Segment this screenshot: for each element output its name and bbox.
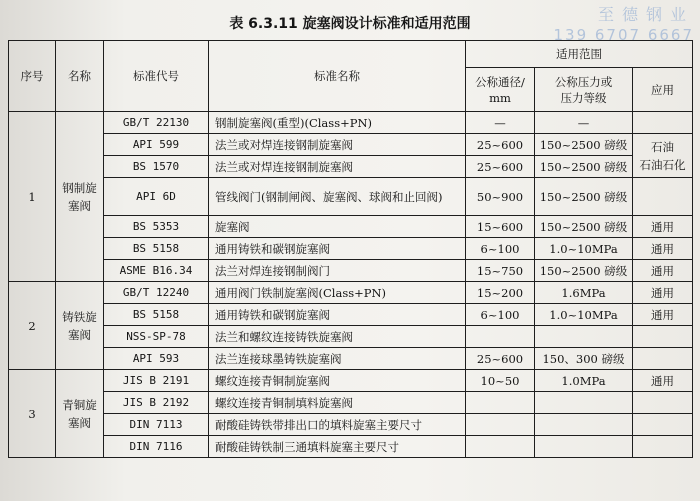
header-name: 名称 bbox=[56, 41, 104, 112]
header-standard-name: 标准名称 bbox=[209, 41, 466, 112]
standard-code: BS 1570 bbox=[104, 156, 209, 178]
pressure-rating: — bbox=[535, 112, 633, 134]
application bbox=[633, 392, 693, 414]
table-row bbox=[9, 304, 693, 326]
nominal-diameter bbox=[466, 392, 535, 414]
application bbox=[633, 112, 693, 134]
standard-code: API 599 bbox=[104, 134, 209, 156]
application: 通用 bbox=[633, 282, 693, 304]
standard-code: ASME B16.34 bbox=[104, 260, 209, 282]
standard-code: GB/T 22130 bbox=[104, 112, 209, 134]
group-seq: 3 bbox=[9, 370, 56, 458]
table-row bbox=[9, 326, 693, 348]
standard-code: NSS-SP-78 bbox=[104, 326, 209, 348]
nominal-diameter: 6~100 bbox=[466, 238, 535, 260]
standard-name: 法兰或对焊连接钢制旋塞阀 bbox=[209, 134, 466, 156]
standard-name: 耐酸硅铸铁带排出口的填料旋塞主要尺寸 bbox=[209, 414, 466, 436]
pressure-rating: 150~2500 磅级 bbox=[535, 216, 633, 238]
table-row bbox=[9, 392, 693, 414]
standard-code: JIS B 2191 bbox=[104, 370, 209, 392]
nominal-diameter: 6~100 bbox=[466, 304, 535, 326]
table-row bbox=[9, 260, 693, 282]
nominal-diameter: 25~600 bbox=[466, 134, 535, 156]
standard-code: BS 5353 bbox=[104, 216, 209, 238]
nominal-diameter: 25~600 bbox=[466, 348, 535, 370]
table-row bbox=[9, 282, 693, 304]
table-row bbox=[9, 348, 693, 370]
standard-code: BS 5158 bbox=[104, 304, 209, 326]
pressure-rating: 150~2500 磅级 bbox=[535, 178, 633, 216]
pressure-rating bbox=[535, 414, 633, 436]
table-row bbox=[9, 436, 693, 458]
table-row bbox=[9, 178, 693, 216]
header-application: 应用 bbox=[633, 68, 693, 112]
application: 通用 bbox=[633, 216, 693, 238]
standard-code: DIN 7116 bbox=[104, 436, 209, 458]
standard-name: 通用阀门铁制旋塞阀(Class+PN) bbox=[209, 282, 466, 304]
application bbox=[633, 178, 693, 216]
application bbox=[633, 414, 693, 436]
group-name: 钢制旋 塞阀 bbox=[56, 112, 104, 282]
pressure-rating: 1.0~10MPa bbox=[535, 238, 633, 260]
nominal-diameter: 10~50 bbox=[466, 370, 535, 392]
standard-name: 螺纹连接青铜制旋塞阀 bbox=[209, 370, 466, 392]
nominal-diameter bbox=[466, 436, 535, 458]
application: 通用 bbox=[633, 370, 693, 392]
standard-code: GB/T 12240 bbox=[104, 282, 209, 304]
standard-name: 耐酸硅铸铁制三通填料旋塞主要尺寸 bbox=[209, 436, 466, 458]
standard-name: 钢制旋塞阀(重型)(Class+PN) bbox=[209, 112, 466, 134]
table-row bbox=[9, 238, 693, 260]
table-title: 表 6.3.11 旋塞阀设计标准和适用范围 bbox=[229, 16, 471, 32]
header-scope: 适用范围 bbox=[466, 41, 693, 68]
standard-name: 管线阀门(钢制闸阀、旋塞阀、球阀和止回阀) bbox=[209, 178, 466, 216]
nominal-diameter bbox=[466, 414, 535, 436]
application bbox=[633, 326, 693, 348]
group-seq: 2 bbox=[9, 282, 56, 370]
pressure-rating: 150、300 磅级 bbox=[535, 348, 633, 370]
standard-name: 法兰对焊连接钢制阀门 bbox=[209, 260, 466, 282]
standard-name: 法兰和螺纹连接铸铁旋塞阀 bbox=[209, 326, 466, 348]
pressure-rating bbox=[535, 392, 633, 414]
table-row bbox=[9, 370, 693, 392]
nominal-diameter: 15~750 bbox=[466, 260, 535, 282]
nominal-diameter: 15~200 bbox=[466, 282, 535, 304]
standards-table bbox=[8, 40, 693, 458]
standard-code: DIN 7113 bbox=[104, 414, 209, 436]
nominal-diameter: 25~600 bbox=[466, 156, 535, 178]
table-row bbox=[9, 134, 693, 156]
application: 石油 石油石化 bbox=[633, 134, 693, 178]
application bbox=[633, 348, 693, 370]
header-nominal-diameter: 公称通径/ mm bbox=[466, 68, 535, 112]
standard-name: 法兰或对焊连接钢制旋塞阀 bbox=[209, 156, 466, 178]
standard-name: 法兰连接球墨铸铁旋塞阀 bbox=[209, 348, 466, 370]
application: 通用 bbox=[633, 238, 693, 260]
nominal-diameter: 50~900 bbox=[466, 178, 535, 216]
application bbox=[633, 436, 693, 458]
standard-name: 旋塞阀 bbox=[209, 216, 466, 238]
group-name: 青铜旋 塞阀 bbox=[56, 370, 104, 458]
standard-name: 螺纹连接青铜制填料旋塞阀 bbox=[209, 392, 466, 414]
nominal-diameter: 15~600 bbox=[466, 216, 535, 238]
nominal-diameter: — bbox=[466, 112, 535, 134]
header-code: 标准代号 bbox=[104, 41, 209, 112]
header-pressure: 公称压力或 压力等级 bbox=[535, 68, 633, 112]
nominal-diameter bbox=[466, 326, 535, 348]
watermark-company: 至德钢业 bbox=[597, 5, 694, 24]
application: 通用 bbox=[633, 260, 693, 282]
application: 通用 bbox=[633, 304, 693, 326]
standard-name: 通用铸铁和碳钢旋塞阀 bbox=[209, 238, 466, 260]
pressure-rating: 150~2500 磅级 bbox=[535, 156, 633, 178]
standard-code: JIS B 2192 bbox=[104, 392, 209, 414]
table-row bbox=[9, 112, 693, 134]
table-row bbox=[9, 414, 693, 436]
pressure-rating: 150~2500 磅级 bbox=[535, 260, 633, 282]
standard-code: API 593 bbox=[104, 348, 209, 370]
table-row bbox=[9, 156, 693, 178]
pressure-rating bbox=[535, 326, 633, 348]
standard-name: 通用铸铁和碳钢旋塞阀 bbox=[209, 304, 466, 326]
pressure-rating: 1.0~10MPa bbox=[535, 304, 633, 326]
pressure-rating: 150~2500 磅级 bbox=[535, 134, 633, 156]
group-name: 铸铁旋 塞阀 bbox=[56, 282, 104, 370]
pressure-rating bbox=[535, 436, 633, 458]
watermark-phone: 139 6707 6667 bbox=[553, 26, 694, 44]
standard-code: API 6D bbox=[104, 178, 209, 216]
table-row bbox=[9, 216, 693, 238]
standard-code: BS 5158 bbox=[104, 238, 209, 260]
group-seq: 1 bbox=[9, 112, 56, 282]
header-seq: 序号 bbox=[9, 41, 56, 112]
pressure-rating: 1.0MPa bbox=[535, 370, 633, 392]
pressure-rating: 1.6MPa bbox=[535, 282, 633, 304]
